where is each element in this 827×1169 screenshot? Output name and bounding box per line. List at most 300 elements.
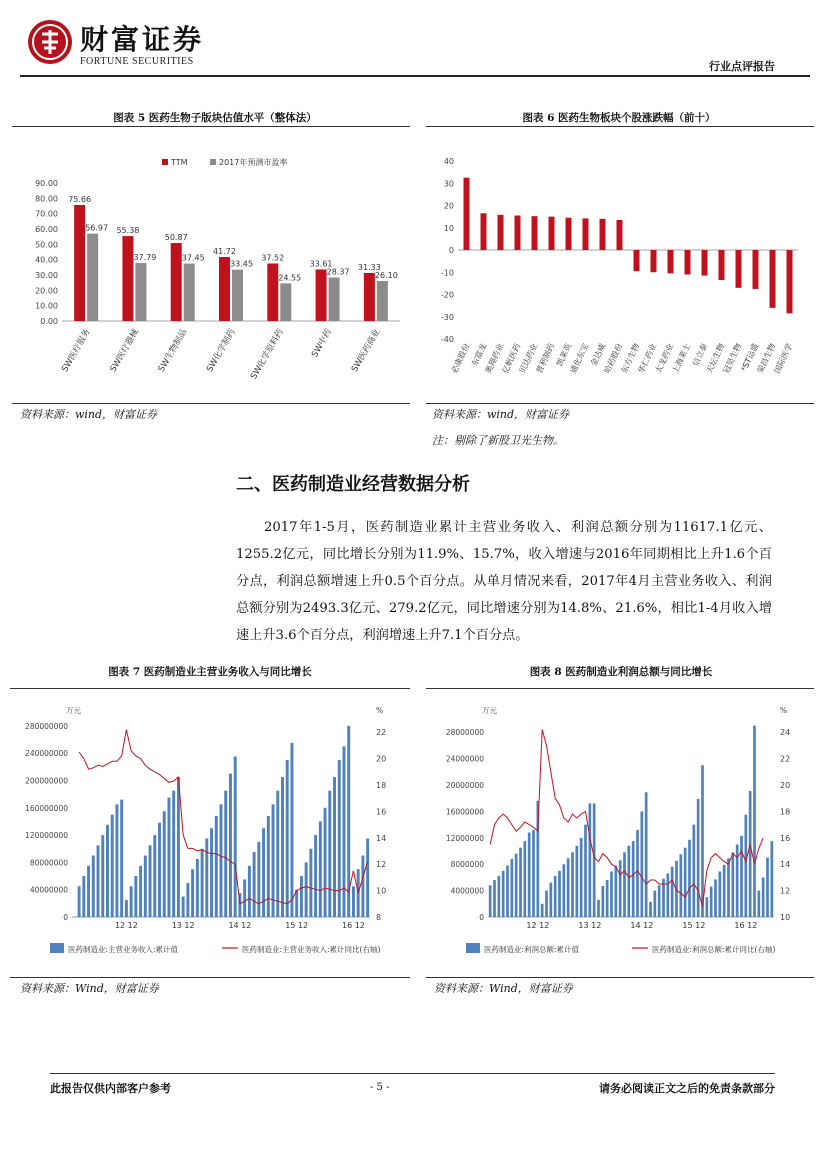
fig7-title: 图表 7 医药制造业主营业务收入与同比增长 (108, 666, 312, 678)
fig8-bar (601, 886, 604, 917)
fig7-bar (92, 856, 95, 917)
fig8-bar (640, 811, 643, 917)
fig5-ytick-label: 90.00 (35, 179, 58, 188)
fig7-bar (182, 897, 185, 917)
fig7-bar (343, 746, 346, 917)
fig7-bar (78, 886, 81, 917)
fig6-category-label: 国际医学 (772, 342, 795, 375)
fig6-bar (617, 220, 623, 250)
fig6-title: 图表 6 医药生物板块个股涨跌幅（前十） (522, 112, 716, 124)
fig7-xtick-label: 13 12 (171, 921, 195, 930)
fig7-legend-bar-swatch (50, 943, 64, 953)
fig8-bar (554, 876, 557, 917)
fig5-data-label: 37.52 (261, 253, 285, 263)
fig5-ytick-label: 60.00 (35, 225, 58, 234)
fig7-bar (352, 886, 355, 917)
fig8-bar (545, 891, 548, 917)
fig5-data-label: 31.33 (357, 262, 381, 272)
fig5-ytick-label: 10.00 (35, 301, 58, 311)
fig5-title: 图表 5 医药生物子版块估值水平（整体法） (113, 112, 317, 124)
fig6-category-label: 奥翔药业 (483, 342, 506, 375)
fig8-bar (610, 871, 613, 917)
fig8-right-tick: 20 (780, 781, 791, 790)
fig7-bar (153, 835, 156, 917)
fig8-right-tick: 24 (780, 728, 791, 738)
fig5-data-label: 28.37 (326, 267, 350, 277)
fig8-bar (502, 871, 505, 917)
fig8-bar (588, 803, 591, 917)
fig5-category-label: SW化学制药 (205, 327, 238, 374)
fig8-right-tick: 10 (780, 913, 791, 922)
fig8-bar (744, 815, 747, 917)
fig8-right-tick: 22 (780, 754, 791, 764)
fig6-bar (600, 219, 606, 250)
fig6-chart-box (426, 126, 814, 404)
fig7-bar (87, 866, 90, 917)
fig7-bar (300, 876, 303, 917)
fig8-bar (740, 836, 743, 917)
fig8-bar (632, 841, 635, 917)
fig7-bar (309, 849, 312, 917)
fig7-bar (186, 883, 189, 917)
fig6-chart (426, 127, 814, 403)
fig6-note: 注：剔除了新股卫光生物。 (432, 434, 564, 447)
fig7-bar (101, 835, 104, 917)
fig7-right-tick: 20 (376, 754, 387, 764)
fig8-bar (489, 885, 492, 917)
fig5-bar (184, 264, 195, 321)
fig7-left-tick: 160000000 (25, 803, 68, 813)
fig7-bar (111, 815, 114, 917)
fig6-category-label: 信立泰 (691, 342, 710, 368)
fig5-data-label: 41.72 (213, 247, 236, 257)
fig8-bar (697, 799, 700, 917)
fig8-bar (571, 852, 574, 917)
fig5-category-label: SW医药商业 (349, 327, 383, 374)
fig7-bar (201, 849, 204, 917)
fig8-left-tick: 4000000 (450, 886, 484, 896)
fig6-ytick-label: 0 (448, 246, 454, 255)
fig5-ytick-label: 0.00 (40, 317, 58, 326)
fig6-bar (481, 213, 487, 250)
fig7-bar (125, 900, 128, 917)
fig6-category-label: 东方生物 (619, 342, 642, 375)
fig8-bar (688, 840, 691, 917)
fig8-right-tick: 14 (780, 860, 791, 870)
fig7-bar (163, 811, 166, 917)
fig7-left-tick: 200000000 (25, 776, 68, 786)
fig5-bar (74, 205, 85, 321)
logo-seal-icon (26, 18, 74, 66)
fig8-bar (510, 859, 513, 917)
section-title: 二、医药制造业经营数据分析 (236, 474, 470, 495)
fig5-bar (316, 269, 327, 321)
fig8-bar (766, 858, 769, 917)
fig7-legend-bar-label: 医药制造业:主营业务收入:累计值 (68, 945, 179, 954)
fig7-bar (248, 866, 251, 917)
fig6-ytick-label: 10 (443, 223, 454, 233)
fig7-bar (158, 823, 161, 917)
fig6-bar (787, 250, 793, 313)
fig5-data-label: 55.38 (116, 226, 140, 236)
fig8-bar (515, 854, 518, 917)
fig5-data-label: 33.61 (309, 259, 333, 269)
fig5-category-label: SW中药 (310, 327, 335, 360)
fig8-left-unit: 万元 (482, 706, 497, 715)
fig6-ytick-label: 30 (443, 179, 454, 189)
fig6-category-label: 太龙药业 (653, 342, 676, 375)
fig7-bar (210, 828, 213, 917)
fig8-bar (705, 897, 708, 917)
fig8-bar (519, 848, 522, 917)
fig7-right-tick: 8 (376, 913, 382, 922)
fig7-xtick-label: 14 12 (228, 921, 252, 930)
fig7-left-tick: 240000000 (25, 749, 68, 759)
fig7-bar (224, 791, 227, 917)
fig8-right-tick: 18 (780, 807, 791, 817)
fig6-category-label: 哈药股份 (602, 342, 625, 375)
fig8-bar (723, 865, 726, 917)
fig8-xtick-label: 12 12 (526, 921, 550, 930)
fig5-bar (280, 283, 291, 321)
fig8-chart-box (426, 688, 814, 978)
fig8-bar (679, 854, 682, 917)
fig6-category-label: 华仁药业 (636, 342, 659, 375)
fig8-left-tick: 8000000 (450, 860, 484, 870)
fig6-ytick-label: 20 (443, 201, 454, 211)
fig8-bar (506, 866, 509, 917)
fig5-ytick-label: 20.00 (35, 286, 58, 296)
fig5-bar (267, 263, 278, 321)
fig8-bar (714, 879, 717, 917)
fig8-bar (627, 846, 630, 917)
fig8-xtick-label: 16 12 (734, 921, 758, 930)
fig8-bar (584, 825, 587, 917)
fig7-bar (276, 791, 279, 917)
fig6-category-label: 东富龙 (470, 342, 489, 368)
fig5-chart-box (12, 126, 410, 404)
fig6-source: 资料来源：wind，财富证券 (432, 408, 570, 421)
fig6-bar (549, 217, 555, 250)
fig6-ytick-label: -30 (440, 312, 454, 322)
fig8-bar (580, 838, 583, 917)
fig8-bar (666, 873, 669, 917)
fig5-ytick-label: 70.00 (35, 209, 58, 219)
footer-disclaimer-right: 请务必阅读正文之后的免责条款部分 (599, 1082, 775, 1095)
fig5-chart (12, 127, 410, 403)
fig6-bar (702, 250, 708, 276)
fig8-bar (636, 830, 639, 917)
fig6-ytick-label: -40 (440, 335, 454, 344)
fig7-bar (191, 869, 194, 917)
fig8-left-tick: 20000000 (445, 781, 484, 790)
fig7-left-tick: 0 (63, 913, 68, 922)
fig5-bar (329, 277, 340, 321)
fig6-bar (668, 250, 674, 273)
fig7-bar (97, 845, 100, 917)
fig7-bar (168, 798, 171, 917)
fig7-bar (139, 866, 142, 917)
fig8-bar (762, 877, 765, 917)
fig6-bar (770, 250, 776, 308)
fig5-data-label: 37.79 (133, 253, 157, 263)
fig6-category-label: 通化东宝 (568, 342, 591, 375)
fig7-bar (290, 743, 293, 917)
fig6-bar (753, 250, 759, 289)
fig7-bar (243, 879, 246, 917)
fig5-bar (377, 281, 388, 321)
fig8-right-tick: 12 (780, 886, 791, 896)
fig5-bar (135, 263, 146, 321)
footer-disclaimer-left: 此报告仅供内部客户参考 (50, 1082, 171, 1095)
fig7-right-tick: 16 (376, 807, 387, 817)
fig8-bar (597, 900, 600, 917)
fig5-category-label: SW医疗服务 (60, 327, 93, 374)
fig8-xtick-label: 15 12 (682, 921, 706, 930)
fig7-bar (257, 842, 260, 917)
fig8-bar (749, 791, 752, 917)
fig7-right-tick: 10 (376, 886, 387, 896)
fig8-bar (658, 885, 661, 917)
fig8-bar (562, 864, 565, 917)
fig7-bar (314, 835, 317, 917)
fig8-left-tick: 16000000 (445, 807, 484, 817)
fig7-left-tick: 40000000 (29, 885, 68, 895)
fig7-bar (262, 828, 265, 917)
fig7-bar (319, 821, 322, 917)
fig5-legend-label: TTM (171, 158, 188, 167)
fig8-title: 图表 8 医药制造业利润总额与同比增长 (529, 666, 713, 678)
fig8-chart (426, 689, 814, 977)
fig6-category-label: 荣昌生物 (755, 342, 778, 375)
fig7-bar (215, 816, 218, 917)
fig6-category-label: 凯莱英 (555, 342, 574, 368)
fig7-right-tick: 12 (376, 860, 387, 870)
fig8-left-tick: 0 (479, 913, 484, 922)
fig8-bar (493, 880, 496, 917)
fig5-data-label: 26.10 (374, 270, 398, 280)
fig6-category-label: 金达威 (589, 342, 608, 368)
fig8-bar (593, 803, 596, 917)
fig5-data-label: 37.45 (181, 253, 205, 263)
fig8-bar (692, 825, 695, 917)
fig7-bar (220, 804, 223, 917)
fig8-bar (653, 891, 656, 917)
fig8-bar (575, 846, 578, 917)
footer-rule (50, 1073, 775, 1074)
fig6-category-label: 贝达药业 (517, 342, 540, 375)
fig8-left-tick: 12000000 (445, 833, 484, 843)
fig8-bar (701, 765, 704, 917)
fig6-category-label: 冠昊生物 (721, 342, 744, 375)
fig5-data-label: 33.45 (230, 259, 253, 269)
fig7-bar (361, 856, 364, 917)
fig7-right-unit: % (376, 706, 384, 715)
fig6-category-label: 亿帆医药 (500, 342, 523, 375)
fig7-right-tick: 18 (376, 781, 387, 790)
fig5-ytick-label: 30.00 (35, 271, 58, 280)
fig8-bar (736, 844, 739, 917)
fig6-bar (532, 216, 538, 250)
fig7-bar (253, 852, 256, 917)
fig8-bar (623, 852, 626, 917)
fig5-ytick-label: 80.00 (35, 194, 58, 204)
fig7-right-tick: 14 (376, 833, 387, 843)
fig8-bar (753, 726, 756, 917)
fig8-bar (606, 880, 609, 917)
fig8-bar (532, 830, 535, 917)
fig7-bar (286, 760, 289, 917)
fig8-bar (710, 887, 713, 917)
fig7-bar (305, 862, 308, 917)
fig7-right-tick: 22 (376, 728, 387, 738)
page-number: - 5 - (370, 1082, 390, 1093)
fig5-bar (171, 243, 182, 321)
fig6-bar (736, 250, 742, 288)
fig7-bar (338, 760, 341, 917)
fig6-ytick-label: -10 (440, 268, 454, 278)
fig6-bar (719, 250, 725, 280)
fig7-left-tick: 280000000 (25, 721, 68, 731)
fig6-bar (515, 216, 521, 250)
fig8-bar (649, 902, 652, 917)
fig7-bar (144, 856, 147, 917)
fig7-left-tick: 120000000 (25, 831, 68, 841)
fig7-bar (324, 808, 327, 917)
fig6-bar (566, 218, 572, 250)
fig7-bar (130, 886, 133, 917)
fig7-bar (177, 777, 180, 917)
fig8-xtick-label: 13 12 (578, 921, 602, 930)
fig5-ytick-label: 50.00 (35, 240, 58, 250)
fig7-bar (328, 791, 331, 917)
fig7-bar (149, 845, 152, 917)
fig5-source: 资料来源：wind，财富证券 (20, 408, 158, 421)
company-logo (26, 18, 74, 70)
fig8-bar (645, 792, 648, 917)
fig6-bar (583, 218, 589, 250)
fig5-category-label: SW生物制品 (156, 327, 190, 374)
fig6-category-label: 普利制药 (534, 342, 557, 375)
fig8-source: 资料来源：Wind，财富证券 (434, 982, 573, 995)
fig7-bar (234, 757, 237, 917)
fig7-bar (295, 890, 298, 917)
fig6-category-label: 天坛生物 (704, 342, 727, 375)
fig5-bar (364, 273, 375, 321)
fig8-bar (558, 871, 561, 917)
fig7-bar (366, 838, 369, 917)
report-type: 行业点评报告 (709, 60, 775, 73)
fig6-category-label: *ST运盛 (739, 342, 761, 374)
fig8-bar (567, 858, 570, 917)
fig8-bar (684, 848, 687, 917)
fig8-legend-bar-swatch (466, 943, 480, 953)
fig8-left-tick: 24000000 (445, 754, 484, 764)
fig8-bar (541, 904, 544, 917)
fig8-bar (770, 841, 773, 917)
fig8-bar (497, 876, 500, 917)
fig5-data-label: 75.66 (68, 194, 92, 204)
fig8-left-tick: 28000000 (445, 728, 484, 738)
fig7-bar (106, 825, 109, 917)
fig7-bar (115, 804, 118, 917)
section-paragraph: 2017年1-5月，医药制造业累计主营业务收入、利润总额分别为11617.1亿元、1255.2亿元，同比增长分别为11.9%、15.7%，收入增速与2016年同期相比上升1.6个百分点，利润总额增速上升0.5个百分点。从单月情况来看，2017年4月主营业务收入、利润总额分别为2493.3亿元、279.2亿元，同比增速分别为14.8%、21.6%，相比1-4月收入增速上升3.6个百分点，利润增速上升7.1个百分点。 (236, 520, 772, 643)
fig8-bar (549, 883, 552, 917)
fig7-bar (229, 774, 232, 917)
fig5-data-label: 50.87 (164, 232, 188, 242)
fig5-category-label: SW化学原料药 (249, 327, 286, 382)
fig5-bar (122, 236, 133, 321)
fig7-xtick-label: 16 12 (341, 921, 365, 930)
fig7-source: 资料来源：Wind，财富证券 (20, 982, 159, 995)
brand-name-en: FORTUNE SECURITIES (80, 56, 194, 67)
fig8-bar (528, 833, 531, 917)
fig8-legend-bar-label: 医药制造业:利润总额:累计值 (484, 945, 580, 954)
fig7-xtick-label: 12 12 (114, 921, 138, 930)
fig6-bar (651, 250, 657, 272)
fig6-bar (464, 178, 470, 250)
fig8-xtick-label: 14 12 (630, 921, 654, 930)
fig8-legend-line-label: 医药制造业:利润总额:累计同比(右轴) (652, 945, 776, 954)
fig8-bar (718, 871, 721, 917)
fig5-data-label: 56.97 (85, 223, 109, 233)
fig7-bar (134, 876, 137, 917)
fig7-xtick-label: 15 12 (285, 921, 309, 930)
brand-name-cn: 财富证券 (80, 23, 205, 56)
fig7-bar (205, 838, 208, 917)
fig5-bar (232, 270, 243, 321)
fig6-category-label: 上海莱士 (670, 342, 693, 375)
fig6-bar (634, 250, 640, 271)
fig7-bar (333, 777, 336, 917)
fig7-bar (172, 791, 175, 917)
fig7-bar (196, 859, 199, 917)
fig8-bar (614, 866, 617, 917)
fig6-ytick-label: 40 (443, 157, 454, 166)
fig8-bar (727, 858, 730, 917)
fig8-bar (731, 852, 734, 917)
fig6-bar (685, 250, 691, 274)
fig7-left-unit: 万元 (66, 706, 81, 715)
fig8-bar (757, 891, 760, 917)
fig8-bar (523, 841, 526, 917)
fig6-ytick-label: -20 (440, 290, 454, 300)
fig7-bar (281, 777, 284, 917)
fig7-bar (267, 816, 270, 917)
fig5-data-label: 24.55 (278, 273, 302, 283)
fig7-legend-line-label: 医药制造业:主营业务收入:累计同比(右轴) (242, 945, 381, 954)
fig8-right-tick: 16 (780, 833, 791, 843)
fig5-bar (87, 234, 98, 321)
fig7-bar (82, 876, 85, 917)
fig6-bar (498, 215, 504, 250)
fig7-chart-box (10, 688, 410, 978)
fig8-yoy-line (490, 730, 763, 907)
fig7-bar (120, 800, 123, 917)
fig8-right-unit: % (780, 706, 788, 715)
fig5-legend-swatch (210, 159, 216, 165)
fig6-category-label: 必康股份 (449, 342, 472, 375)
fig8-bar (619, 860, 622, 917)
fig5-ytick-label: 40.00 (35, 255, 58, 265)
fig5-legend-swatch (162, 159, 168, 165)
fig5-legend-label: 2017年预测市盈率 (219, 158, 288, 167)
header-rule (20, 75, 810, 77)
fig8-bar (671, 867, 674, 917)
fig7-chart (10, 689, 410, 977)
fig5-category-label: SW医疗器械 (108, 327, 142, 374)
fig5-bar (219, 257, 230, 321)
